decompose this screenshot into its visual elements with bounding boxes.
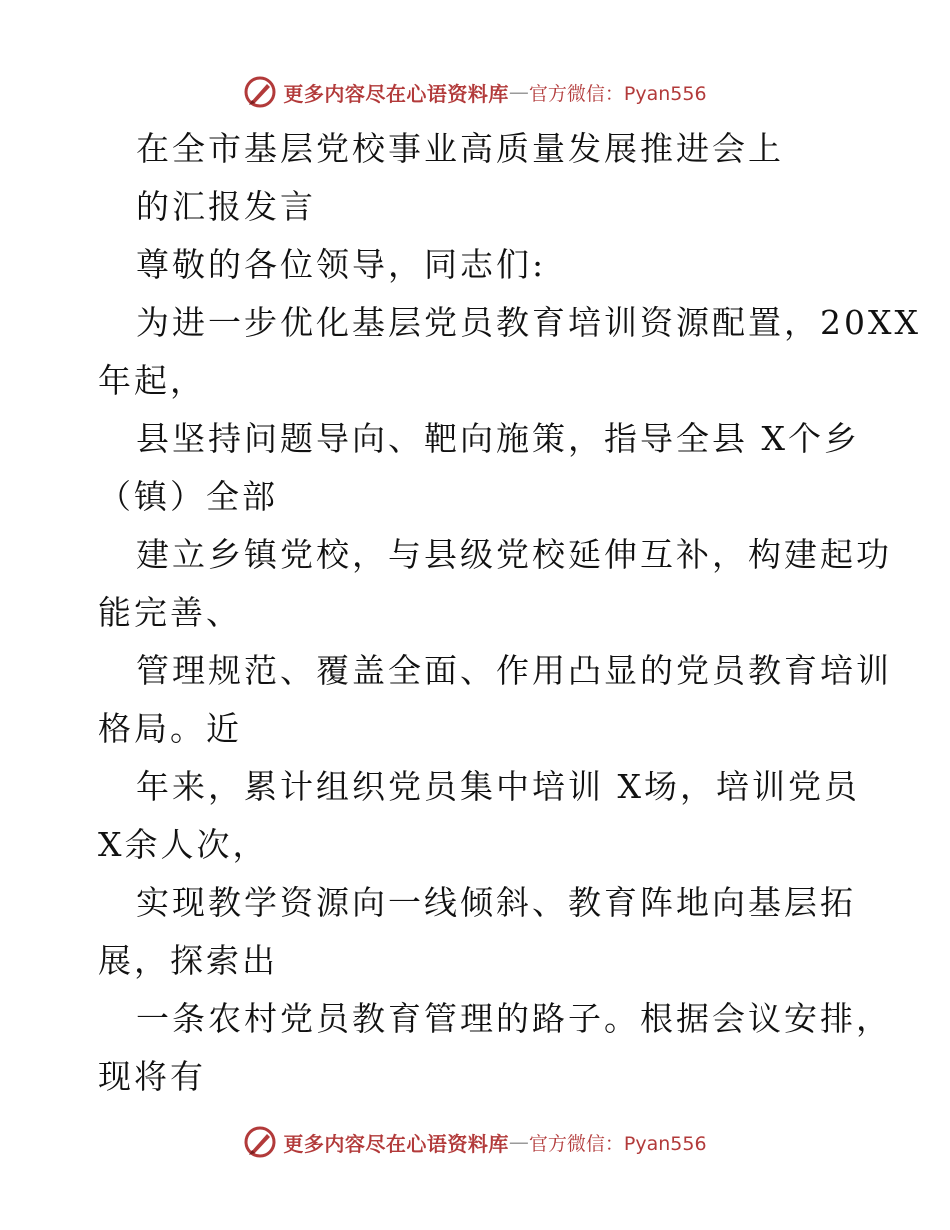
text-line: 在全市基层党校事业高质量发展推进会上 (136, 129, 784, 168)
text-line: 能完善、 (98, 593, 242, 632)
document-body (98, 120, 921, 1106)
text-line: 实现教学资源向一线倾斜、教育阵地向基层拓 (136, 883, 856, 922)
text-line: 建立乡镇党校，与县级党校延伸互补，构建起功 (136, 535, 892, 574)
text-line: 格局。近 (98, 709, 242, 748)
text-line: 年起， (98, 361, 206, 400)
text-line: 一条农村党员教育管理的路子。根据会议安排， (136, 999, 892, 1038)
text-line: 现将有 (98, 1057, 206, 1096)
text-line: （镇）全部 (98, 477, 278, 516)
quill-logo-icon (243, 75, 277, 109)
text-line: 尊敬的各位领导，同志们: (136, 245, 547, 284)
text-line: 的汇报发言 (136, 187, 316, 226)
text-line: 年来，累计组织党员集中培训 X场，培训党员 (136, 767, 860, 806)
text-line: 管理规范、覆盖全面、作用凸显的党员教育培训 (136, 651, 892, 690)
watermark-separator: — (508, 80, 529, 104)
header-watermark (0, 70, 950, 114)
text-line: 县坚持问题导向、靶向施策，指导全县 X个乡 (136, 419, 860, 458)
watermark-text: 更多内容尽在心语资料库 (283, 81, 509, 106)
watermark-separator: — (508, 1130, 529, 1154)
watermark-wechat: 官方微信：Pyan556 (528, 1132, 707, 1155)
quill-logo-icon (243, 1125, 277, 1159)
footer-watermark (0, 1120, 950, 1164)
watermark-wechat: 官方微信：Pyan556 (528, 82, 707, 105)
watermark-text: 更多内容尽在心语资料库 (283, 1131, 509, 1156)
text-line: 展，探索出 (98, 941, 278, 980)
text-line: 为进一步优化基层党员教育培训资源配置，20XX (136, 303, 921, 342)
text-line: X余人次， (98, 825, 269, 864)
